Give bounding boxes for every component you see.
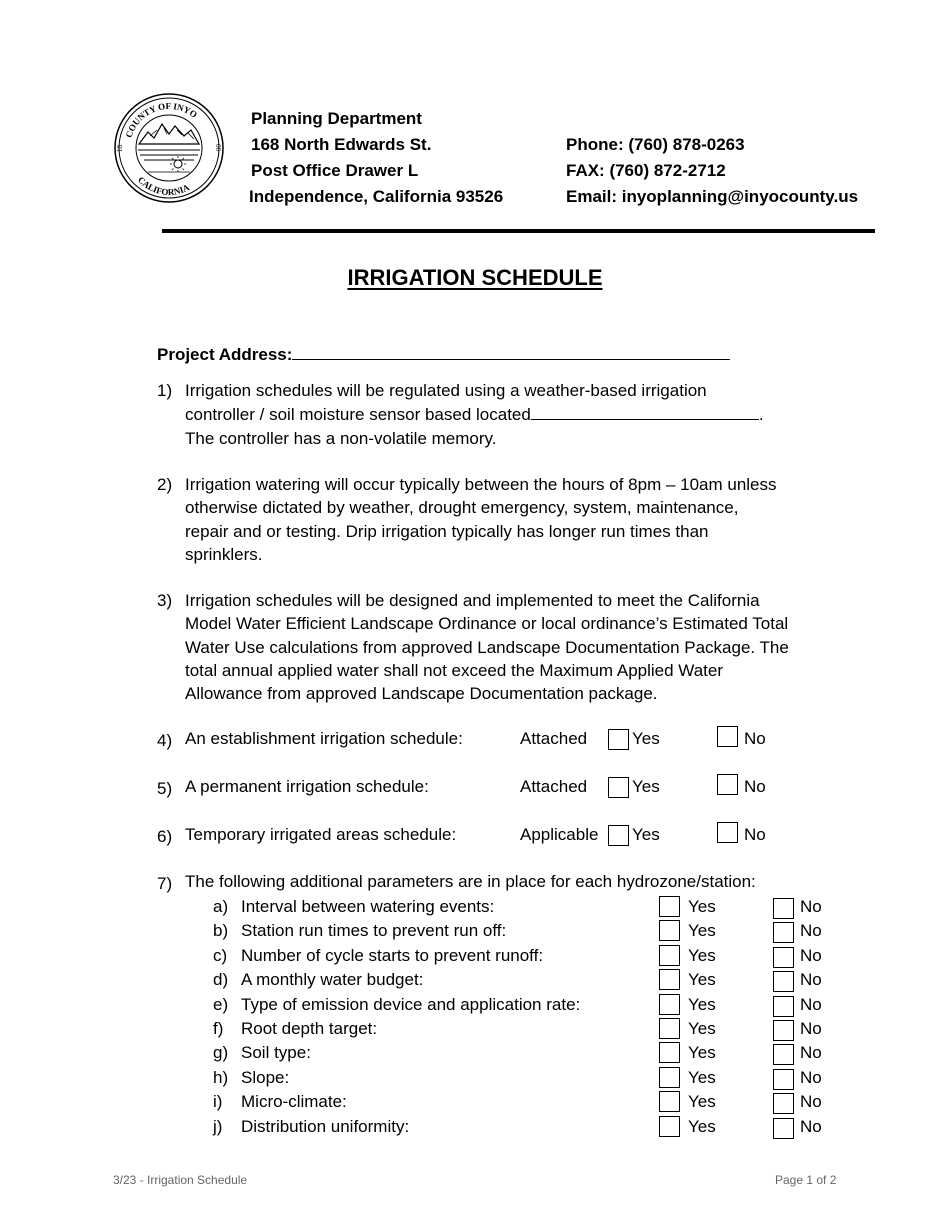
project-address-input[interactable] [292, 342, 730, 360]
svg-text:18: 18 [116, 145, 124, 152]
parameter-letter: g) [213, 1043, 229, 1063]
yes-checkbox[interactable] [659, 1042, 680, 1063]
yes-label: Yes [688, 994, 716, 1014]
no-checkbox[interactable] [717, 726, 738, 747]
yes-label: Yes [688, 921, 716, 941]
no-checkbox[interactable] [773, 922, 794, 943]
schedule-label: An establishment irrigation schedule: [185, 729, 463, 748]
item-2-number: 2) [157, 475, 173, 494]
parameter-letter: h) [213, 1067, 229, 1087]
yes-checkbox[interactable] [659, 896, 680, 917]
item-1-text: Irrigation schedules will be regulated using a weather-based irrigation controller / soil moisture sensor based located . The controller has a non-volatile memory. [185, 381, 764, 448]
no-checkbox[interactable] [773, 971, 794, 992]
controller-location-input[interactable] [531, 402, 759, 420]
svg-text:CALIFORNIA: CALIFORNIA [135, 174, 191, 198]
parameter-letter: f) [213, 1019, 224, 1038]
no-checkbox[interactable] [773, 1044, 794, 1065]
no-checkbox[interactable] [717, 822, 738, 843]
dept-email: Email: inyoplanning@inyocounty.us [566, 187, 859, 206]
footer-page-number: Page 1 of 2 [775, 1173, 837, 1187]
page-title: IRRIGATION SCHEDULE [347, 265, 603, 290]
yes-checkbox[interactable] [659, 1018, 680, 1039]
project-address-label: Project Address: [157, 345, 293, 364]
yes-label: Yes [688, 970, 716, 990]
yes-checkbox[interactable] [659, 920, 680, 941]
parameter-label: Micro-climate: [241, 1092, 347, 1112]
project-address-row [157, 342, 730, 365]
no-checkbox[interactable] [773, 947, 794, 968]
parameter-label: Distribution uniformity: [241, 1116, 410, 1136]
no-label: No [800, 994, 822, 1014]
footer-doc-id: 3/23 - Irrigation Schedule [113, 1173, 248, 1187]
no-label: No [800, 945, 822, 965]
parameter-letter: j) [213, 1116, 223, 1136]
yes-checkbox[interactable] [659, 969, 680, 990]
yes-checkbox[interactable] [659, 1091, 680, 1112]
parameter-letter: e) [213, 994, 229, 1014]
parameter-label: A monthly water budget: [241, 970, 424, 990]
no-checkbox[interactable] [773, 1020, 794, 1041]
no-label: No [800, 921, 822, 941]
dept-po-box: Post Office Drawer L [251, 161, 419, 180]
no-checkbox[interactable] [773, 1069, 794, 1090]
parameter-label: Interval between watering events: [241, 897, 495, 916]
no-label: No [800, 1043, 822, 1063]
parameter-letter: b) [213, 921, 229, 941]
yes-checkbox[interactable] [608, 729, 629, 750]
parameter-label: Root depth target: [241, 1019, 378, 1038]
item-1-number: 1) [157, 381, 173, 400]
schedule-label: Temporary irrigated areas schedule: [185, 825, 457, 844]
parameter-label: Number of cycle starts to prevent runoff: [241, 945, 544, 965]
item-3-number: 3) [157, 591, 173, 610]
item-3-text: Irrigation schedules will be designed and implemented to meet the California Model Water Efficient Landscape Ordinance or local ordinance’s Estimated Total Water Use calculations from approved Landscape Documentation Package. The total annual applied water shall not exceed the Maximum Applied Water Allowance from approved Landscape Documentation package. [185, 591, 789, 704]
parameter-letter: c) [213, 945, 228, 965]
item-2-text: Irrigation watering will occur typically between the hours of 8pm – 10am unless otherwise dictated by weather, drought emergency, system, maintenance, repair and or testing. Drip irrigation typically has longer run times than sprinklers. [185, 475, 777, 564]
no-label: No [800, 897, 822, 916]
parameter-letter: a) [213, 897, 229, 916]
no-checkbox[interactable] [717, 774, 738, 795]
parameter-letter: i) [213, 1092, 223, 1112]
no-checkbox[interactable] [773, 1093, 794, 1114]
yes-checkbox[interactable] [659, 994, 680, 1015]
svg-text:66: 66 [214, 144, 222, 151]
header-divider [162, 229, 875, 233]
no-label: No [800, 1019, 822, 1038]
yes-label: Yes [688, 1019, 716, 1038]
parameter-label: Type of emission device and application rate: [241, 994, 581, 1014]
yes-label: Yes [688, 1043, 716, 1063]
parameter-label: Soil type: [241, 1043, 311, 1063]
yes-label: Yes [688, 945, 716, 965]
yes-checkbox[interactable] [608, 777, 629, 798]
no-label: No [800, 1116, 822, 1136]
yes-checkbox[interactable] [659, 1067, 680, 1088]
schedule-status: Applicable [520, 825, 599, 844]
yes-label: Yes [688, 1092, 716, 1112]
schedule-status: Attached [520, 777, 588, 796]
yes-label: Yes [688, 1067, 716, 1087]
yes-checkbox[interactable] [659, 1116, 680, 1137]
dept-name: Planning Department [251, 109, 422, 128]
parameter-letter: d) [213, 970, 229, 990]
no-label: No [800, 1092, 822, 1112]
yes-label: Yes [688, 1116, 716, 1136]
no-checkbox[interactable] [773, 996, 794, 1017]
county-seal-logo [112, 92, 226, 204]
dept-phone: Phone: (760) 878-0263 [566, 135, 745, 154]
no-checkbox[interactable] [773, 1118, 794, 1139]
no-label: No [800, 1067, 822, 1087]
dept-street: 168 North Edwards St. [251, 135, 432, 154]
schedule-status: Attached [520, 729, 588, 748]
no-checkbox[interactable] [773, 898, 794, 919]
item-7-intro: The following additional parameters are in place for each hydrozone/station: [185, 872, 756, 891]
no-label: No [800, 970, 822, 990]
parameter-label: Station run times to prevent run off: [241, 921, 507, 941]
item-7-number: 7) [157, 874, 173, 893]
dept-city: Independence, California 93526 [249, 187, 504, 206]
yes-label: Yes [688, 897, 716, 916]
yes-checkbox[interactable] [608, 825, 629, 846]
schedule-label: A permanent irrigation schedule: [185, 777, 429, 796]
yes-checkbox[interactable] [659, 945, 680, 966]
parameter-label: Slope: [241, 1067, 290, 1087]
dept-fax: FAX: (760) 872-2712 [566, 161, 726, 180]
svg-text:COUNTY OF INYO: COUNTY OF INYO [123, 100, 200, 139]
